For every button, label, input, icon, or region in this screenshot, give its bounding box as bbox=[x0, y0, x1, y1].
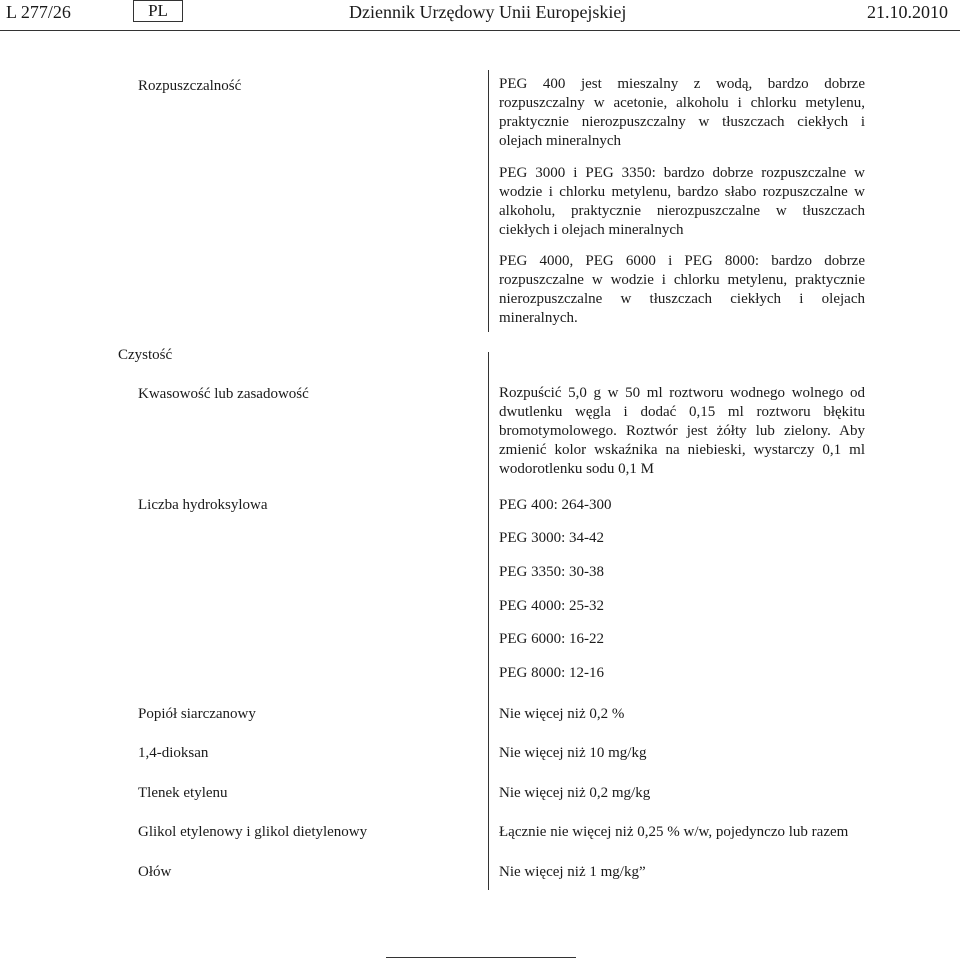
sulfated-ash-label: Popiół siarczanowy bbox=[138, 706, 256, 722]
column-divider-bottom bbox=[488, 352, 489, 890]
solubility-label: Rozpuszczalność bbox=[138, 78, 242, 94]
hydroxyl-value: PEG 4000: 25-32 bbox=[499, 598, 604, 614]
lead-label: Ołów bbox=[138, 864, 172, 880]
solubility-paragraph: PEG 3000 i PEG 3350: bardzo dobrze rozpuszczalne w wodzie i chlorku metylenu, bardzo słabo rozpuszczalne w alkoholu, praktycznie nierozpuszczalne w tłuszczach ciekłych i olejach mineralnych bbox=[499, 165, 865, 238]
hydroxyl-value: PEG 6000: 16-22 bbox=[499, 631, 604, 647]
glycols-value: Łącznie nie więcej niż 0,25 % w/w, pojedynczo lub razem bbox=[499, 824, 849, 840]
language-badge: PL bbox=[133, 0, 183, 22]
hydroxyl-value: PEG 3350: 30-38 bbox=[499, 564, 604, 580]
acidity-label: Kwasowość lub zasadowość bbox=[138, 386, 309, 402]
journal-title: Dziennik Urzędowy Unii Europejskiej bbox=[349, 2, 627, 22]
dioxane-label: 1,4-dioksan bbox=[138, 745, 209, 761]
acidity-value: Rozpuścić 5,0 g w 50 ml roztworu wodnego wolnego od dwutlenku węgla i dodać 0,15 ml roztworu błękitu bromotymolowego. Roztwór jest żółty lub zielony. Aby zmienić kolor wskaźnika na niebieski, wystarczy 0,1 ml wodorotlenku sodu 0,1 M bbox=[499, 385, 865, 477]
dioxane-value: Nie więcej niż 10 mg/kg bbox=[499, 745, 647, 761]
hydroxyl-value: PEG 8000: 12-16 bbox=[499, 665, 604, 681]
glycols-label: Glikol etylenowy i glikol dietylenowy bbox=[138, 824, 368, 840]
page-number: L 277/26 bbox=[6, 2, 71, 22]
purity-heading: Czystość bbox=[118, 347, 173, 363]
footnote-separator bbox=[386, 957, 576, 958]
hydroxyl-value: PEG 400: 264-300 bbox=[499, 497, 612, 513]
lead-value: Nie więcej niż 1 mg/kg” bbox=[499, 864, 646, 880]
solubility-paragraph: PEG 400 jest mieszalny z wodą, bardzo dobrze rozpuszczalny w acetonie, alkoholu i chlorku metylenu, praktycznie nierozpuszczalny w tłuszczach ciekłych i olejach mineralnych bbox=[499, 76, 865, 149]
hydroxyl-value: PEG 3000: 34-42 bbox=[499, 530, 604, 546]
column-divider-top bbox=[488, 70, 489, 332]
hydroxyl-label: Liczba hydroksylowa bbox=[138, 497, 268, 513]
ethylene-oxide-label: Tlenek etylenu bbox=[138, 785, 228, 801]
solubility-paragraph: PEG 4000, PEG 6000 i PEG 8000: bardzo dobrze rozpuszczalne w wodzie i chlorku metylenu, praktycznie nierozpuszczalne w tłuszczach ciekłych i olejach mineralnych. bbox=[499, 253, 865, 326]
publication-date: 21.10.2010 bbox=[867, 2, 948, 22]
sulfated-ash-value: Nie więcej niż 0,2 % bbox=[499, 706, 625, 722]
page-header bbox=[0, 0, 960, 31]
ethylene-oxide-value: Nie więcej niż 0,2 mg/kg bbox=[499, 785, 651, 801]
